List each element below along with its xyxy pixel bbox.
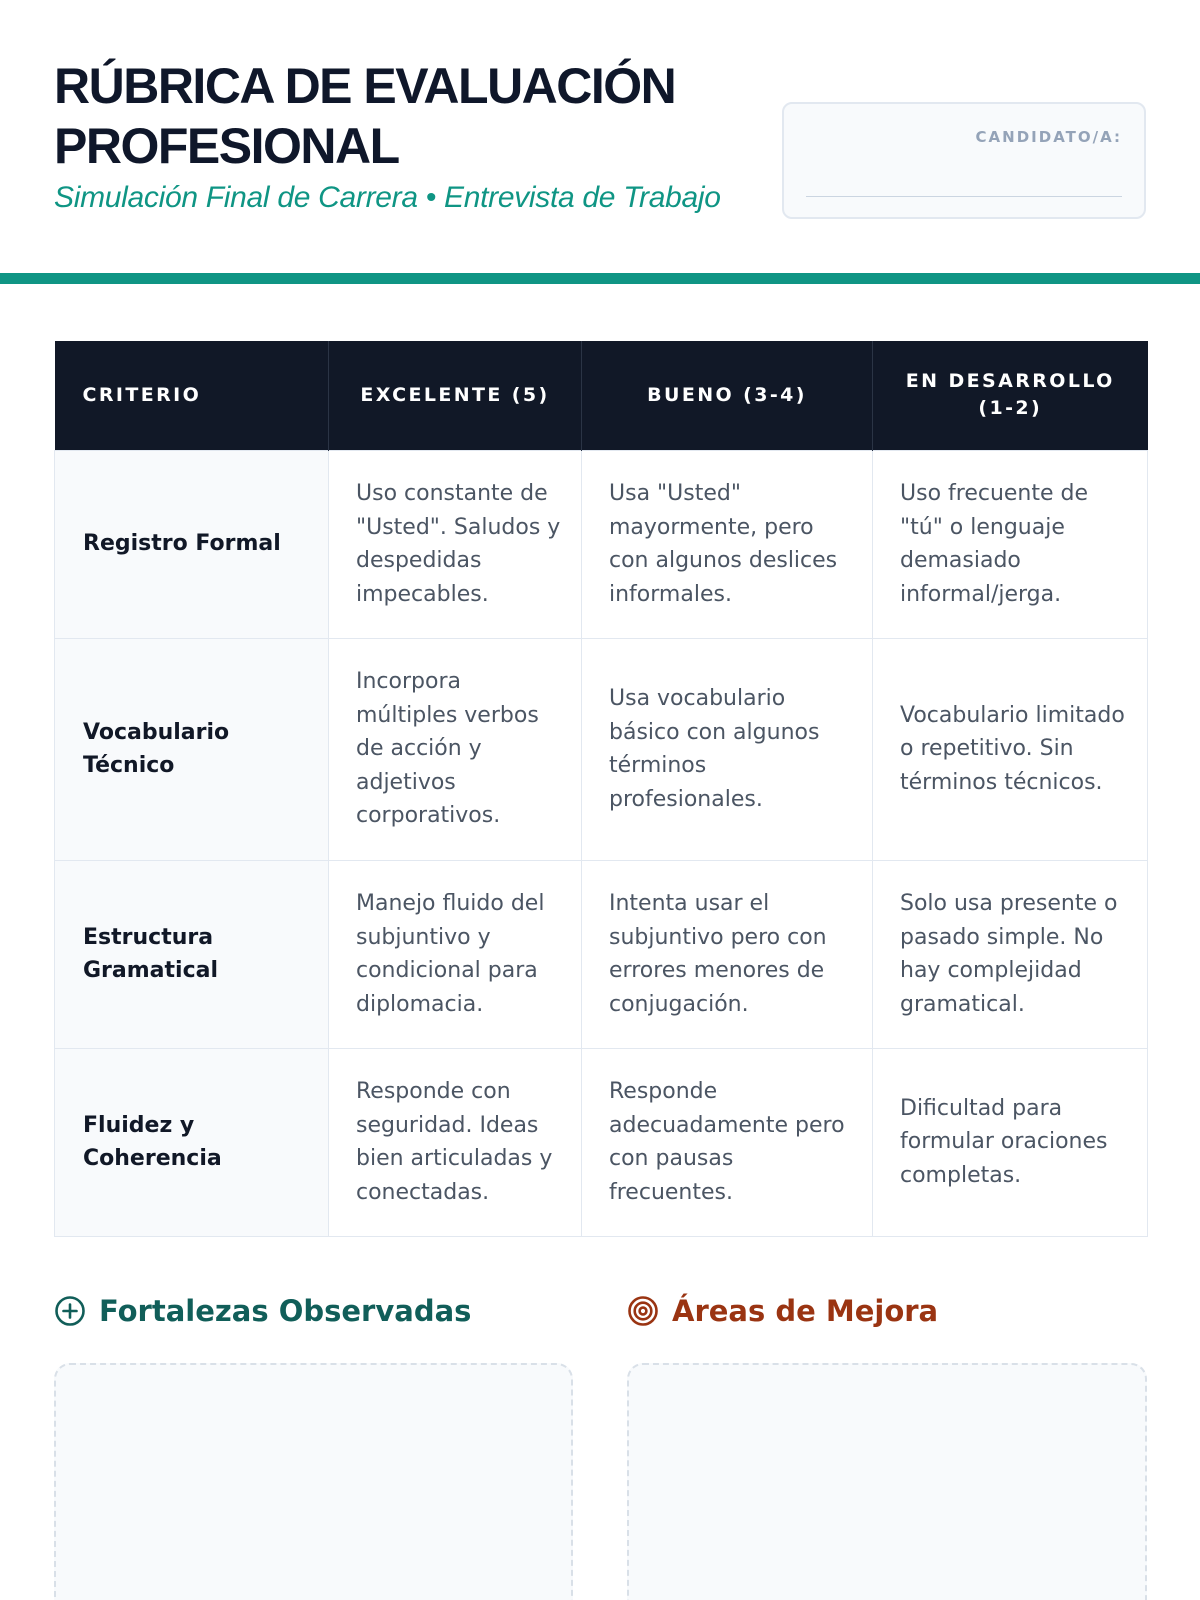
excellent-cell: Responde con seguridad. Ideas bien articuladas y conectadas. bbox=[329, 1048, 582, 1236]
plus-circle-icon bbox=[54, 1295, 86, 1327]
criterion-cell: Vocabulario Técnico bbox=[55, 638, 329, 860]
table-row bbox=[55, 1048, 1148, 1236]
header-en-desarrollo: EN DESARROLLO (1-2) bbox=[873, 341, 1148, 450]
good-cell: Usa "Usted" mayormente, pero con algunos deslices informales. bbox=[582, 450, 873, 638]
table-row bbox=[55, 638, 1148, 860]
header-bueno: BUENO (3-4) bbox=[582, 341, 873, 450]
page-title bbox=[54, 56, 774, 176]
excellent-cell: Incorpora múltiples verbos de acción y adjetivos corporativos. bbox=[329, 638, 582, 860]
criterion-cell: Registro Formal bbox=[55, 450, 329, 638]
candidate-field[interactable] bbox=[782, 102, 1146, 219]
criterion-cell: Fluidez y Coherencia bbox=[55, 1048, 329, 1236]
excellent-cell: Uso constante de "Usted". Saludos y despedidas impecables. bbox=[329, 450, 582, 638]
good-cell: Usa vocabulario básico con algunos términos profesionales. bbox=[582, 638, 873, 860]
target-icon bbox=[627, 1295, 659, 1327]
improvements-heading bbox=[627, 1294, 938, 1328]
candidate-input-line[interactable] bbox=[806, 196, 1122, 197]
title-line-1: RÚBRICA DE EVALUACIÓN bbox=[54, 58, 676, 114]
developing-cell: Vocabulario limitado o repetitivo. Sin términos técnicos. bbox=[873, 638, 1148, 860]
good-cell: Responde adecuadamente pero con pausas frecuentes. bbox=[582, 1048, 873, 1236]
developing-cell: Uso frecuente de "tú" o lenguaje demasiado informal/jerga. bbox=[873, 450, 1148, 638]
excellent-cell: Manejo fluido del subjuntivo y condicional para diplomacia. bbox=[329, 860, 582, 1048]
strengths-title: Fortalezas Observadas bbox=[99, 1294, 472, 1328]
table-row bbox=[55, 450, 1148, 638]
criterion-cell: Estructura Gramatical bbox=[55, 860, 329, 1048]
rubric-table bbox=[54, 341, 1148, 1237]
developing-cell: Solo usa presente o pasado simple. No hay complejidad gramatical. bbox=[873, 860, 1148, 1048]
title-line-2: PROFESIONAL bbox=[54, 118, 399, 174]
candidate-label: CANDIDATO/A: bbox=[975, 128, 1122, 146]
table-row bbox=[55, 860, 1148, 1048]
page-header bbox=[54, 56, 774, 216]
good-cell: Intenta usar el subjuntivo pero con errores menores de conjugación. bbox=[582, 860, 873, 1048]
page-subtitle: Simulación Final de Carrera • Entrevista de Trabajo bbox=[54, 181, 721, 214]
developing-cell: Dificultad para formular oraciones completas. bbox=[873, 1048, 1148, 1236]
table-header-row bbox=[55, 341, 1148, 450]
improvements-notes-box[interactable] bbox=[627, 1363, 1147, 1600]
header-excelente: EXCELENTE (5) bbox=[329, 341, 582, 450]
header-criterio: CRITERIO bbox=[55, 341, 329, 450]
improvements-title: Áreas de Mejora bbox=[672, 1294, 939, 1328]
header-divider bbox=[0, 273, 1200, 284]
strengths-heading bbox=[54, 1294, 471, 1328]
strengths-notes-box[interactable] bbox=[54, 1363, 573, 1600]
